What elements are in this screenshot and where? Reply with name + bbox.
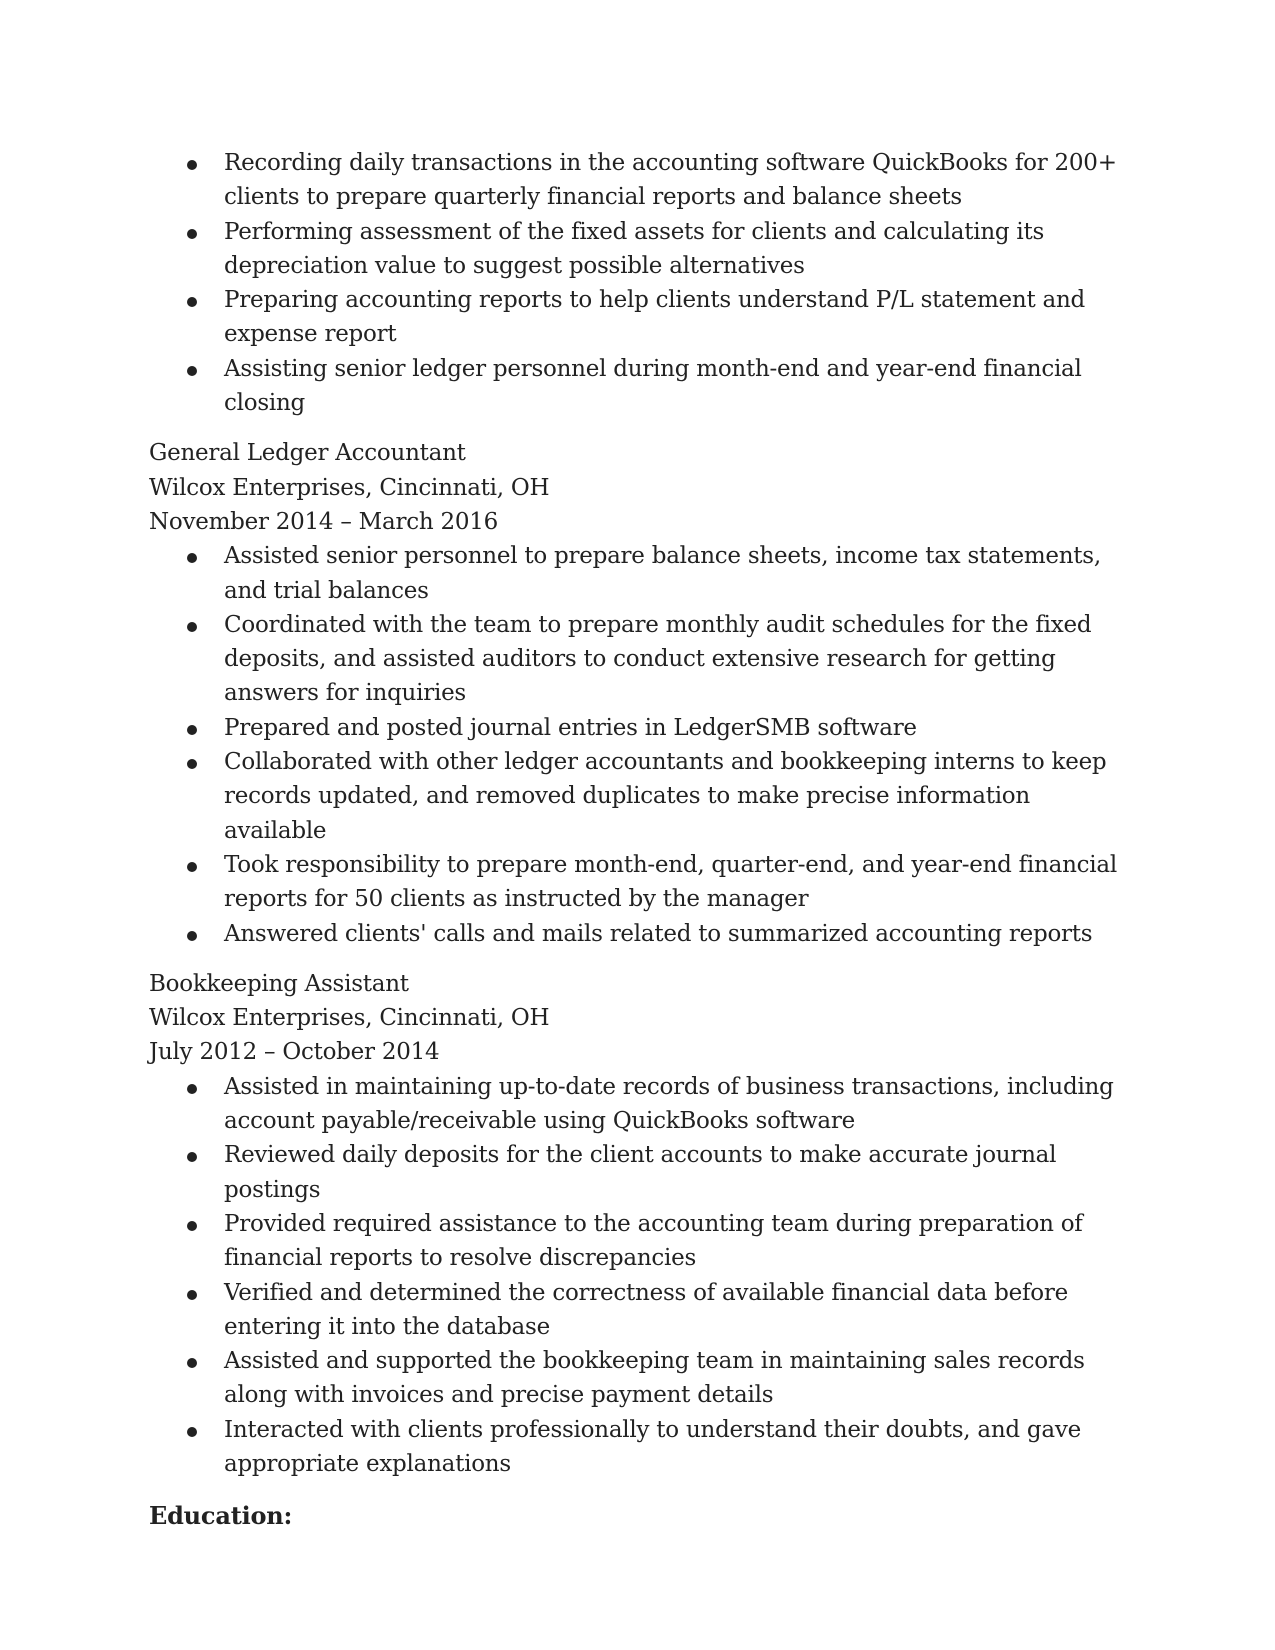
- job-general-ledger-accountant: [149, 436, 1129, 950]
- list-item: [149, 848, 1129, 917]
- list-item: [149, 215, 1129, 284]
- bullet-icon: [187, 160, 197, 170]
- intro-bullet-list: [149, 146, 1129, 420]
- job-bullet-list: [149, 1070, 1129, 1482]
- bullet-icon: [187, 1358, 197, 1368]
- bullet-text: Coordinated with the team to prepare monthly audit schedules for the fixed deposits, and assisted auditors to conduct extensive research for getting answers for inquiries: [224, 611, 1092, 707]
- education-heading: Education:: [149, 1501, 293, 1531]
- bullet-text: Assisted senior personnel to prepare balance sheets, income tax statements, and trial balances: [224, 543, 1101, 604]
- bullet-icon: [187, 1221, 197, 1231]
- bullet-text: Assisted and supported the bookkeeping team in maintaining sales records along with invoices and precise payment details: [224, 1348, 1085, 1409]
- bullet-icon: [187, 1427, 197, 1437]
- bullet-icon: [187, 366, 197, 376]
- bullet-text: Collaborated with other ledger accountants and bookkeeping interns to keep records updated, and removed duplicates to make precise information available: [224, 749, 1107, 844]
- bullet-icon: [187, 297, 197, 307]
- list-item: [149, 1413, 1129, 1482]
- list-item: [149, 1207, 1129, 1276]
- job-title: Bookkeeping Assistant: [149, 970, 409, 997]
- resume-page: [149, 146, 1129, 1534]
- bullet-icon: [187, 931, 197, 941]
- list-item: [149, 283, 1129, 352]
- job-company: Wilcox Enterprises, Cincinnati, OH: [149, 474, 550, 501]
- bullet-icon: [187, 622, 197, 632]
- bullet-text: Recording daily transactions in the accounting software QuickBooks for 200+ clients to prepare quarterly financial reports and balance sheets: [224, 150, 1117, 211]
- bullet-text: Provided required assistance to the accounting team during preparation of financial reports to resolve discrepancies: [224, 1210, 1083, 1272]
- job-company: Wilcox Enterprises, Cincinnati, OH: [149, 1005, 550, 1032]
- bullet-text: Preparing accounting reports to help clients understand P/L statement and expense report: [224, 287, 1085, 348]
- list-item: [149, 711, 1129, 745]
- bullet-text: Took responsibility to prepare month-end, quarter-end, and year-end financial reports for 50 clients as instructed by the manager: [224, 851, 1117, 913]
- bullet-text: Prepared and posted journal entries in LedgerSMB software: [224, 714, 917, 741]
- job-dates: November 2014 – March 2016: [149, 508, 498, 535]
- list-item: [149, 1344, 1129, 1413]
- bullet-text: Answered clients' calls and mails related to summarized accounting reports: [224, 920, 1093, 947]
- bullet-text: Assisting senior ledger personnel during month-end and year-end financial closing: [224, 355, 1082, 417]
- job-bullet-list: [149, 539, 1129, 951]
- list-item: [149, 917, 1129, 951]
- bullet-text: Verified and determined the correctness of available financial data before entering it into the database: [224, 1279, 1068, 1340]
- bullet-text: Reviewed daily deposits for the client accounts to make accurate journal postings: [224, 1142, 1057, 1203]
- job-title: General Ledger Accountant: [149, 440, 466, 467]
- list-item: [149, 1276, 1129, 1345]
- bullet-text: Performing assessment of the fixed assets for clients and calculating its depreciation value to suggest possible alternatives: [224, 218, 1045, 279]
- bullet-text: Interacted with clients professionally to understand their doubts, and gave appropriate explanations: [224, 1416, 1081, 1477]
- list-item: [149, 539, 1129, 608]
- bullet-icon: [187, 759, 197, 769]
- list-item: [149, 745, 1129, 848]
- job-dates: July 2012 – October 2014: [149, 1039, 440, 1066]
- bullet-icon: [187, 229, 197, 239]
- bullet-icon: [187, 1152, 197, 1162]
- bullet-icon: [187, 553, 197, 563]
- bullet-icon: [187, 725, 197, 735]
- list-item: [149, 608, 1129, 711]
- list-item: [149, 1138, 1129, 1207]
- bullet-icon: [187, 1084, 197, 1094]
- list-item: [149, 352, 1129, 421]
- bullet-icon: [187, 1290, 197, 1300]
- list-item: [149, 1070, 1129, 1139]
- list-item: [149, 146, 1129, 215]
- bullet-text: Assisted in maintaining up-to-date records of business transactions, including account payable/receivable using QuickBooks software: [224, 1073, 1114, 1135]
- job-bookkeeping-assistant: [149, 967, 1129, 1481]
- bullet-icon: [187, 862, 197, 872]
